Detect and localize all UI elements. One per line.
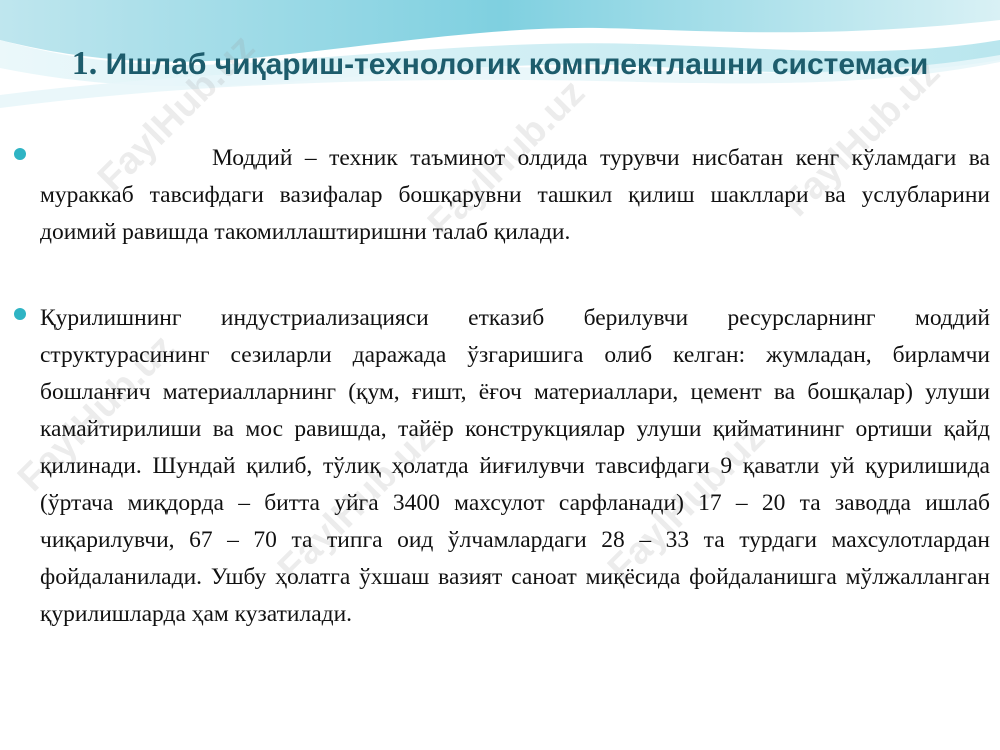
paragraph-2: Қурилишнинг индустриализацияси етказиб берилувчи ресурсларнинг моддий структурасининг сезиларли даражада ўзгаришига олиб келган: жумладан, бирламчи бошланғич материалларнинг (қум, ғишт, ёғоч материаллари, цемент ва бошқалар) улуши камайтирилиши ва мос равишда, тайёр конструкциялар улуши қийматининг ортиши қайд қилинади. Шундай қилиб, тўлиқ ҳолатда йиғилувчи тавсифдаги 9 қаватли уй қурилишида (ўртача миқдорда – битта уйга 3400 махсулот сарфланади) 17 – 20 та заводда ишлаб чиқарилувчи, 67 – 70 та типга оид ўлчамлардаги 28 – 33 та турдаги махсулотлардан фойдаланилади. Ушбу ҳолатга ўхшаш вазият саноат миқёсида фойдаланишга мўлжалланган қурилишларда ҳам кузатилади. (40, 305, 990, 627)
title-number: 1. (71, 45, 98, 82)
watermark: FaylHub.uz (270, 416, 444, 590)
bullet-dot (14, 308, 26, 320)
watermark: FaylHub.uz (420, 71, 594, 245)
bullet-dot (14, 148, 26, 160)
watermark: FaylHub.uz (775, 51, 949, 225)
watermark: FaylHub.uz (10, 326, 184, 500)
watermark: FaylHub.uz (90, 26, 264, 200)
paragraph-1: Моддий – техник таъминот олдида турувчи нисбатан кенг кўламдаги ва мураккаб тавсифдаги вазифалар бошқарувни ташкил қилиш шакллари ва услубларини доимий равишда такомиллаштиришни талаб қилади. (40, 145, 990, 245)
watermark: FaylHub.uz (600, 416, 774, 590)
title-text: Ишлаб чиқариш-технологик комплектлашни системаси (105, 48, 929, 81)
slide-title (60, 42, 940, 87)
